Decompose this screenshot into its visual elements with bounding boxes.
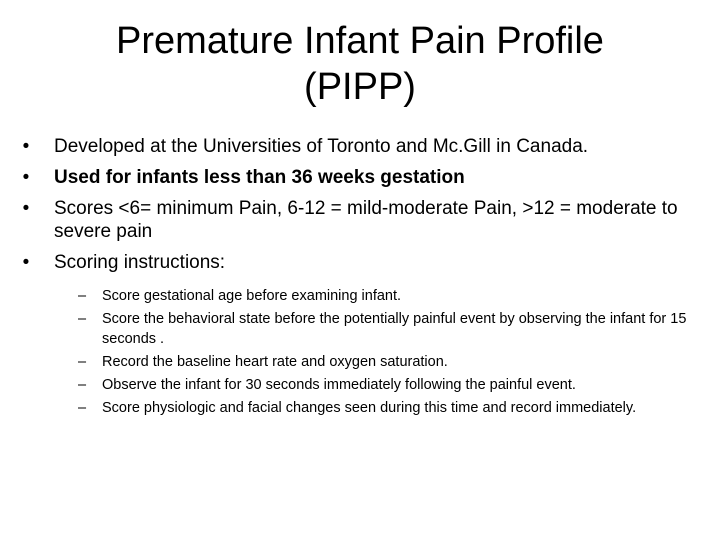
bullet-list (16, 135, 706, 274)
sub-bullet-text: Score gestational age before examining infant. (102, 288, 402, 304)
dash-glyph: – (77, 377, 87, 393)
sub-bullet-list (16, 286, 706, 418)
slide-title-line-1: Premature Infant Pain Profile (116, 20, 604, 62)
slide-title (40, 18, 680, 110)
sub-bullet-item (52, 309, 706, 349)
dash-glyph: – (77, 288, 87, 304)
bullet-text: Developed at the Universities of Toronto and Mc.Gill in Canada. (54, 136, 589, 157)
dash-glyph: – (77, 311, 87, 327)
sub-bullet-item (52, 286, 706, 306)
bullet-glyph: • (22, 167, 30, 188)
bullet-item (16, 135, 706, 158)
bullet-item (16, 251, 706, 274)
bullet-glyph: • (22, 198, 30, 219)
bullet-item (16, 197, 706, 243)
bullet-item (16, 166, 706, 189)
slide-body (16, 135, 706, 421)
sub-bullet-item (52, 352, 706, 372)
sub-bullet-text: Record the baseline heart rate and oxygen saturation. (102, 354, 448, 370)
sub-bullet-item (52, 398, 706, 418)
slide-title-line-2: (PIPP) (304, 66, 416, 108)
bullet-text: Scoring instructions: (54, 252, 226, 273)
bullet-glyph: • (22, 136, 30, 157)
dash-glyph: – (77, 400, 87, 416)
dash-glyph: – (77, 354, 87, 370)
sub-bullet-text: Observe the infant for 30 seconds immediately following the painful event. (102, 377, 576, 393)
bullet-text: Used for infants less than 36 weeks gestation (54, 167, 465, 188)
sub-bullet-item (52, 375, 706, 395)
bullet-text: Scores <6= minimum Pain, 6-12 = mild-moderate Pain, >12 = moderate to severe pain (54, 198, 678, 242)
bullet-glyph: • (22, 252, 30, 273)
sub-bullet-text: Score physiologic and facial changes seen during this time and record immediately. (102, 400, 637, 416)
sub-bullet-text: Score the behavioral state before the potentially painful event by observing the infant for 15 seconds . (102, 311, 687, 347)
